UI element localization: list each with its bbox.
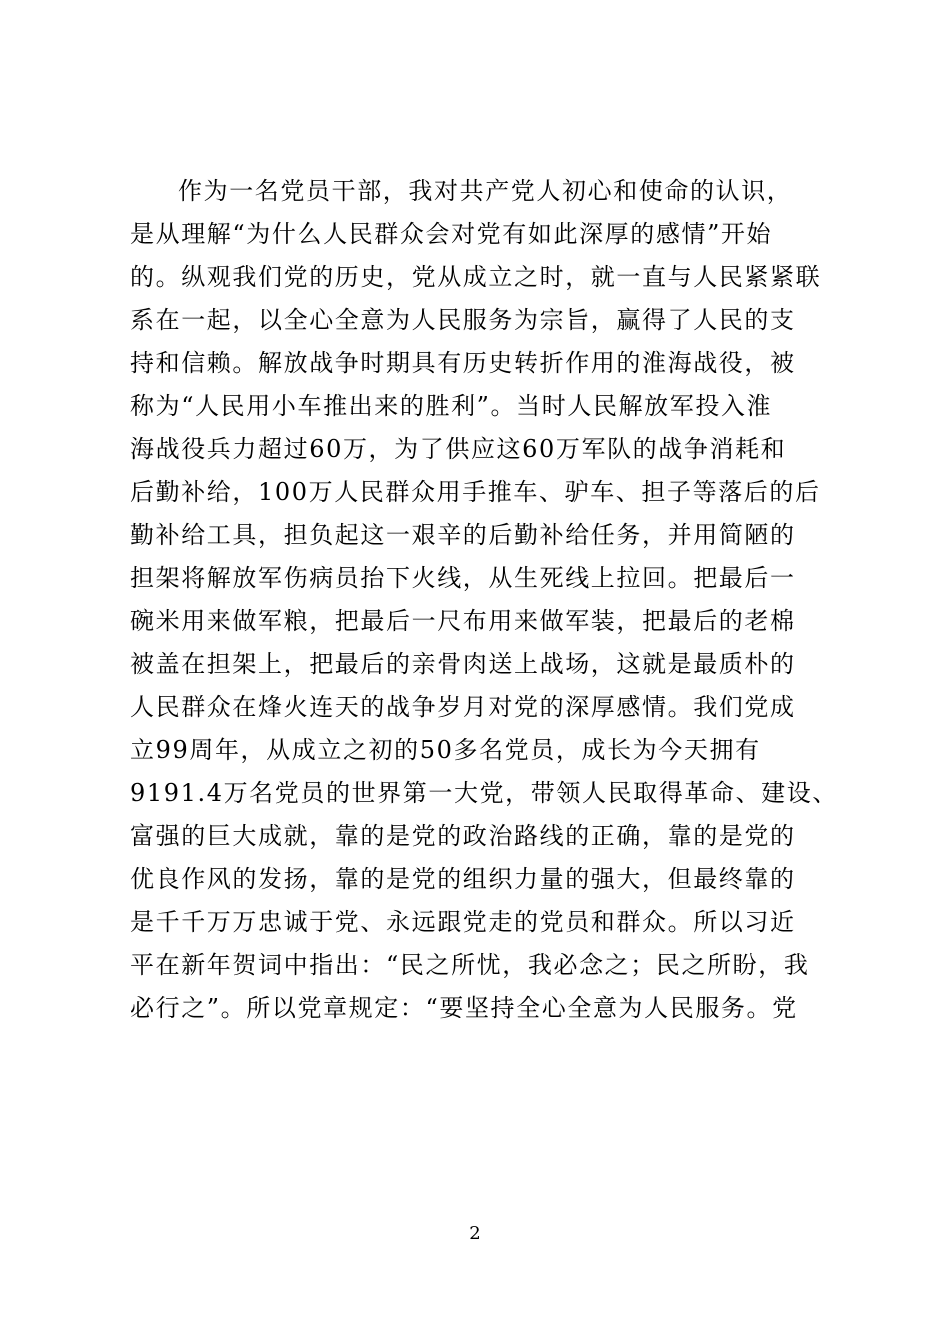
text-line: 碗米用来做军粮，把最后一尺布用来做军装，把最后的老棉: [130, 607, 796, 635]
text-line: 作为一名党员干部，我对共产党人初心和使命的认识，: [178, 177, 793, 205]
text-line: 后勤补给，100万人民群众用手推车、驴车、担子等落后的后: [130, 478, 821, 506]
text-line: 海战役兵力超过60万，为了供应这60万军队的战争消耗和: [130, 435, 787, 463]
text-line: 担架将解放军伤病员抬下火线，从生死线上拉回。把最后一: [130, 564, 796, 592]
text-line: 平在新年贺词中指出：“民之所忧，我必念之；民之所盼，我: [130, 951, 810, 979]
text-line: 是千千万万忠诚于党、永远跟党走的党员和群众。所以习近: [130, 908, 796, 936]
text-line: 优良作风的发扬，靠的是党的组织力量的强大，但最终靠的: [130, 865, 796, 893]
body-paragraph: [130, 170, 838, 1030]
text-line: 被盖在担架上，把最后的亲骨肉送上战场，这就是最质朴的: [130, 650, 796, 678]
text-line: 是从理解“为什么人民群众会对党有如此深厚的感情”开始: [130, 220, 773, 248]
page-number: 2: [469, 1223, 481, 1244]
text-line: 富强的巨大成就，靠的是党的政治路线的正确，靠的是党的: [130, 822, 796, 850]
text-line: 持和信赖。解放战争时期具有历史转折作用的淮海战役，被: [130, 349, 796, 377]
text-line: 必行之”。所以党章规定：“要坚持全心全意为人民服务。党: [130, 994, 798, 1022]
text-line: 称为“人民用小车推出来的胜利”。当时人民解放军投入淮: [130, 392, 773, 420]
text-line: 的。纵观我们党的历史，党从成立之时，就一直与人民紧紧联: [130, 263, 822, 291]
text-line: 9191.4万名党员的世界第一大党，带领人民取得革命、建设、: [130, 779, 838, 807]
text-line: 立99周年，从成立之初的50多名党员，成长为今天拥有: [130, 736, 761, 764]
text-line: 系在一起，以全心全意为人民服务为宗旨，赢得了人民的支: [130, 306, 796, 334]
text-line: 人民群众在烽火连天的战争岁月对党的深厚感情。我们党成: [130, 693, 796, 721]
text-line: 勤补给工具，担负起这一艰辛的后勤补给任务，并用简陋的: [130, 521, 796, 549]
